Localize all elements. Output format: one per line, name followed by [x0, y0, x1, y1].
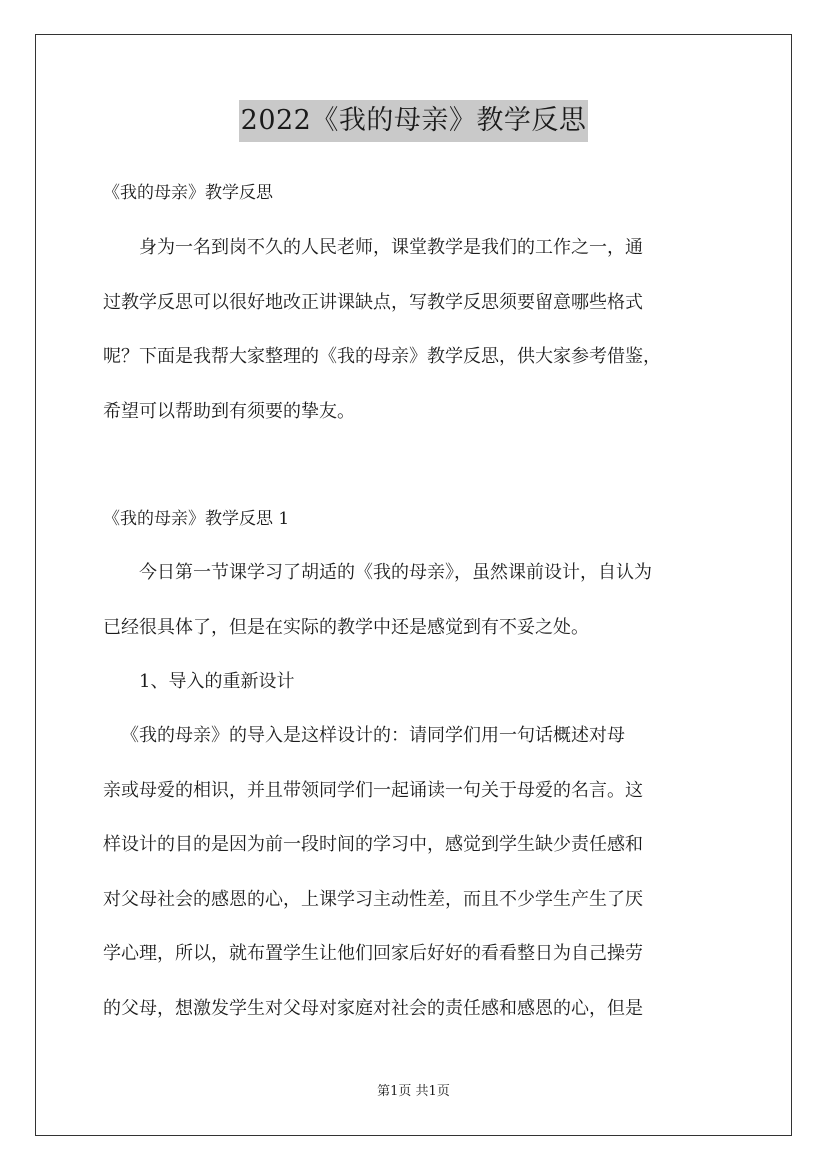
section-paragraph [103, 546, 735, 655]
paragraph-line: 今日第一节课学习了胡适的《我的母亲》，虽然课前设计，自认为 [139, 562, 652, 583]
paragraph-line: 亲或母爱的相识，并且带领同学们一起诵读一句关于母爱的名言。这 [103, 779, 643, 801]
title-wrap [0, 100, 827, 142]
paragraph-line: 希望可以帮助到有须要的挚友。 [103, 400, 355, 422]
page-footer: 第1页 共1页 [377, 1084, 450, 1099]
point-heading-row [103, 655, 735, 710]
document-title: 2022《我的母亲》教学反思 [239, 100, 589, 142]
paragraph-line: 的父母，想激发学生对父母对家庭对社会的责任感和感恩的心，但是 [103, 997, 643, 1019]
paragraph-line: 《我的母亲》的导入是这样设计的：请同学们用一句话概述对母 [121, 725, 625, 746]
section-heading: 《我的母亲》教学反思 1 [103, 509, 290, 529]
paragraph-line: 呢？下面是我帮大家整理的《我的母亲》教学反思，供大家参考借鉴， [103, 346, 661, 367]
paragraph-line: 样设计的目的是因为前一段时间的学习中，感觉到学生缺少责任感和 [103, 834, 643, 855]
point-paragraph [103, 709, 735, 1036]
paragraph-line: 过教学反思可以很好地改正讲课缺点，写教学反思须要留意哪些格式 [103, 291, 643, 313]
paragraph-line: 学心理，所以，就布置学生让他们回家后好好的看看整日为自己操劳 [103, 943, 643, 964]
paragraph-line: 身为一名到岗不久的人民老师，课堂教学是我们的工作之一，通 [139, 237, 643, 258]
paragraph-line: 对父母社会的感恩的心，上课学习主动性差，而且不少学生产生了厌 [103, 888, 643, 910]
point-heading: 1、导入的重新设计 [139, 671, 295, 692]
subheading: 《我的母亲》教学反思 [103, 183, 273, 203]
intro-paragraph [103, 221, 735, 439]
paragraph-line: 已经很具体了，但是在实际的教学中还是感觉到有不妥之处。 [103, 616, 589, 638]
